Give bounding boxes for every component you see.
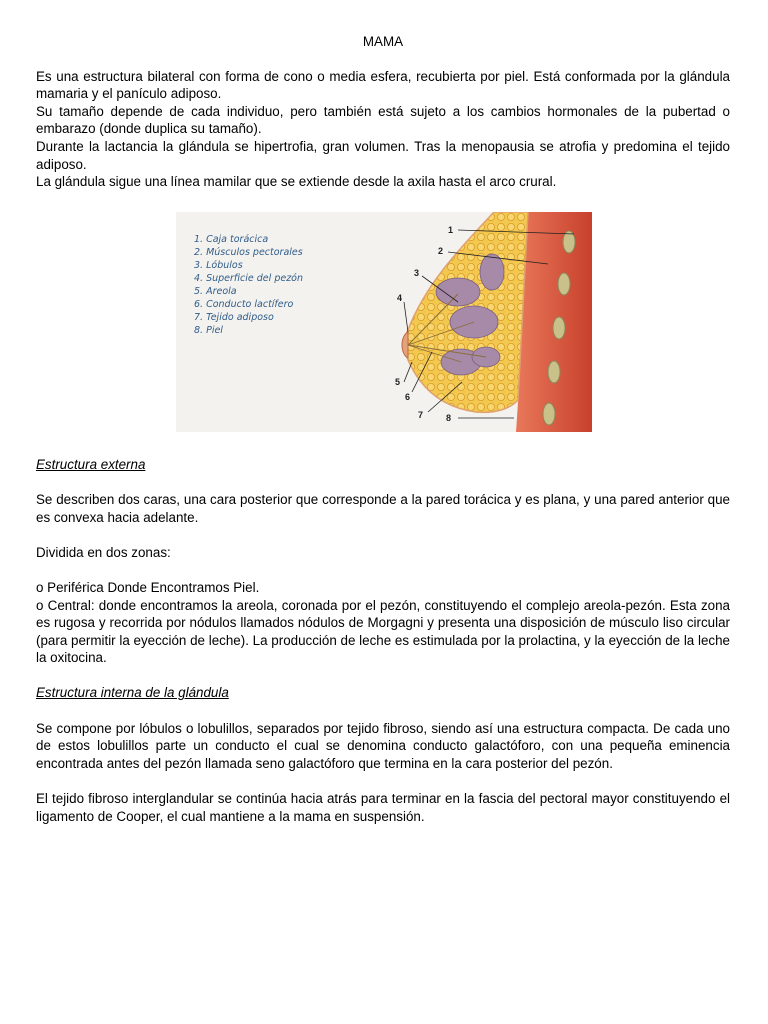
internal-paragraph-1: Se compone por lóbulos o lobulillos, separados por tejido fibroso, siendo así una estructura compacta. De cada uno de estos lobulillos parte un conducto el cual se denomina conducto galactóforo, con una pequeña eminencia encontrada antes del pezón llamada seno galactóforo que termina en la cara posterior del pezón. xyxy=(36,720,730,771)
central-zone-item: o Central: donde encontramos la areola, coronada por el pezón, constituyendo el complejo areola-pezón. Esta zona es rugosa y recorrida por nódulos llamados nódulos de Morgagni y presenta una disposición de músculo liso circular (para permitir la eyección de leche). La producción de leche es estimulada por la prolactina, y la eyección de la leche la oxitocina. xyxy=(36,597,730,666)
legend-item: 2. Músculos pectorales xyxy=(194,247,303,258)
intro-paragraph-4: La glándula sigue una línea mamilar que se extiende desde la axila hasta el arco crural. xyxy=(36,174,557,190)
spacer xyxy=(36,772,730,790)
internal-structure-heading: Estructura interna de la glándula xyxy=(36,685,229,701)
legend-item: 7. Tejido adiposo xyxy=(194,312,274,323)
spacer xyxy=(36,667,730,685)
external-paragraph-1: Se describen dos caras, una cara posterior que corresponde a la pared torácica y es plana, y una pared anterior que es convexa hacia adelante. xyxy=(36,491,730,525)
label-7: 7 xyxy=(418,410,424,420)
external-structure-heading: Estructura externa xyxy=(36,456,146,472)
page-title: MAMA xyxy=(362,34,404,49)
intro-paragraph-1: Es una estructura bilateral con forma de cono o media esfera, recubierta por piel. Está conformada por la glándula mamaria y el panículo adiposo. xyxy=(36,68,730,102)
legend-item: 8. Piel xyxy=(194,325,223,336)
legend-item: 6. Conducto lactífero xyxy=(194,299,294,310)
spacer xyxy=(36,702,730,720)
legend-item: 5. Areola xyxy=(194,286,237,297)
label-8: 8 xyxy=(446,413,452,423)
external-paragraph-2: Dividida en dos zonas: xyxy=(36,544,171,560)
label-5: 5 xyxy=(395,377,401,387)
spacer xyxy=(36,473,730,491)
label-6: 6 xyxy=(405,392,411,402)
legend-item: 3. Lóbulos xyxy=(194,260,243,271)
spacer xyxy=(36,561,730,579)
internal-paragraph-2: El tejido fibroso interglandular se continúa hacia atrás para terminar en la fascia del pectoral mayor constituyendo el ligamento de Cooper, el cual mantiene a la mama en suspensión. xyxy=(36,791,730,824)
intro-paragraph-3: Durante la lactancia la glándula se hipertrofia, gran volumen. Tras la menopausia se atrofia y predomina el tejido adiposo. xyxy=(36,138,730,172)
legend-item: 4. Superficie del pezón xyxy=(194,273,304,284)
label-4: 4 xyxy=(397,293,403,303)
spacer xyxy=(36,526,730,544)
label-2: 2 xyxy=(438,246,444,256)
intro-paragraph-2: Su tamaño depende de cada individuo, pero también está sujeto a los cambios hormonales de la pubertad o embarazo (donde duplica su tamaño). xyxy=(36,103,730,137)
breast-cross-section-illustration xyxy=(176,212,592,432)
legend-item: 1. Caja torácica xyxy=(194,234,269,245)
label-1: 1 xyxy=(448,225,454,235)
peripheral-zone-item: o Periférica Donde Encontramos Piel. xyxy=(36,579,260,595)
label-3: 3 xyxy=(414,268,420,278)
nipple-shape xyxy=(402,332,408,358)
breast-anatomy-figure xyxy=(176,212,592,432)
